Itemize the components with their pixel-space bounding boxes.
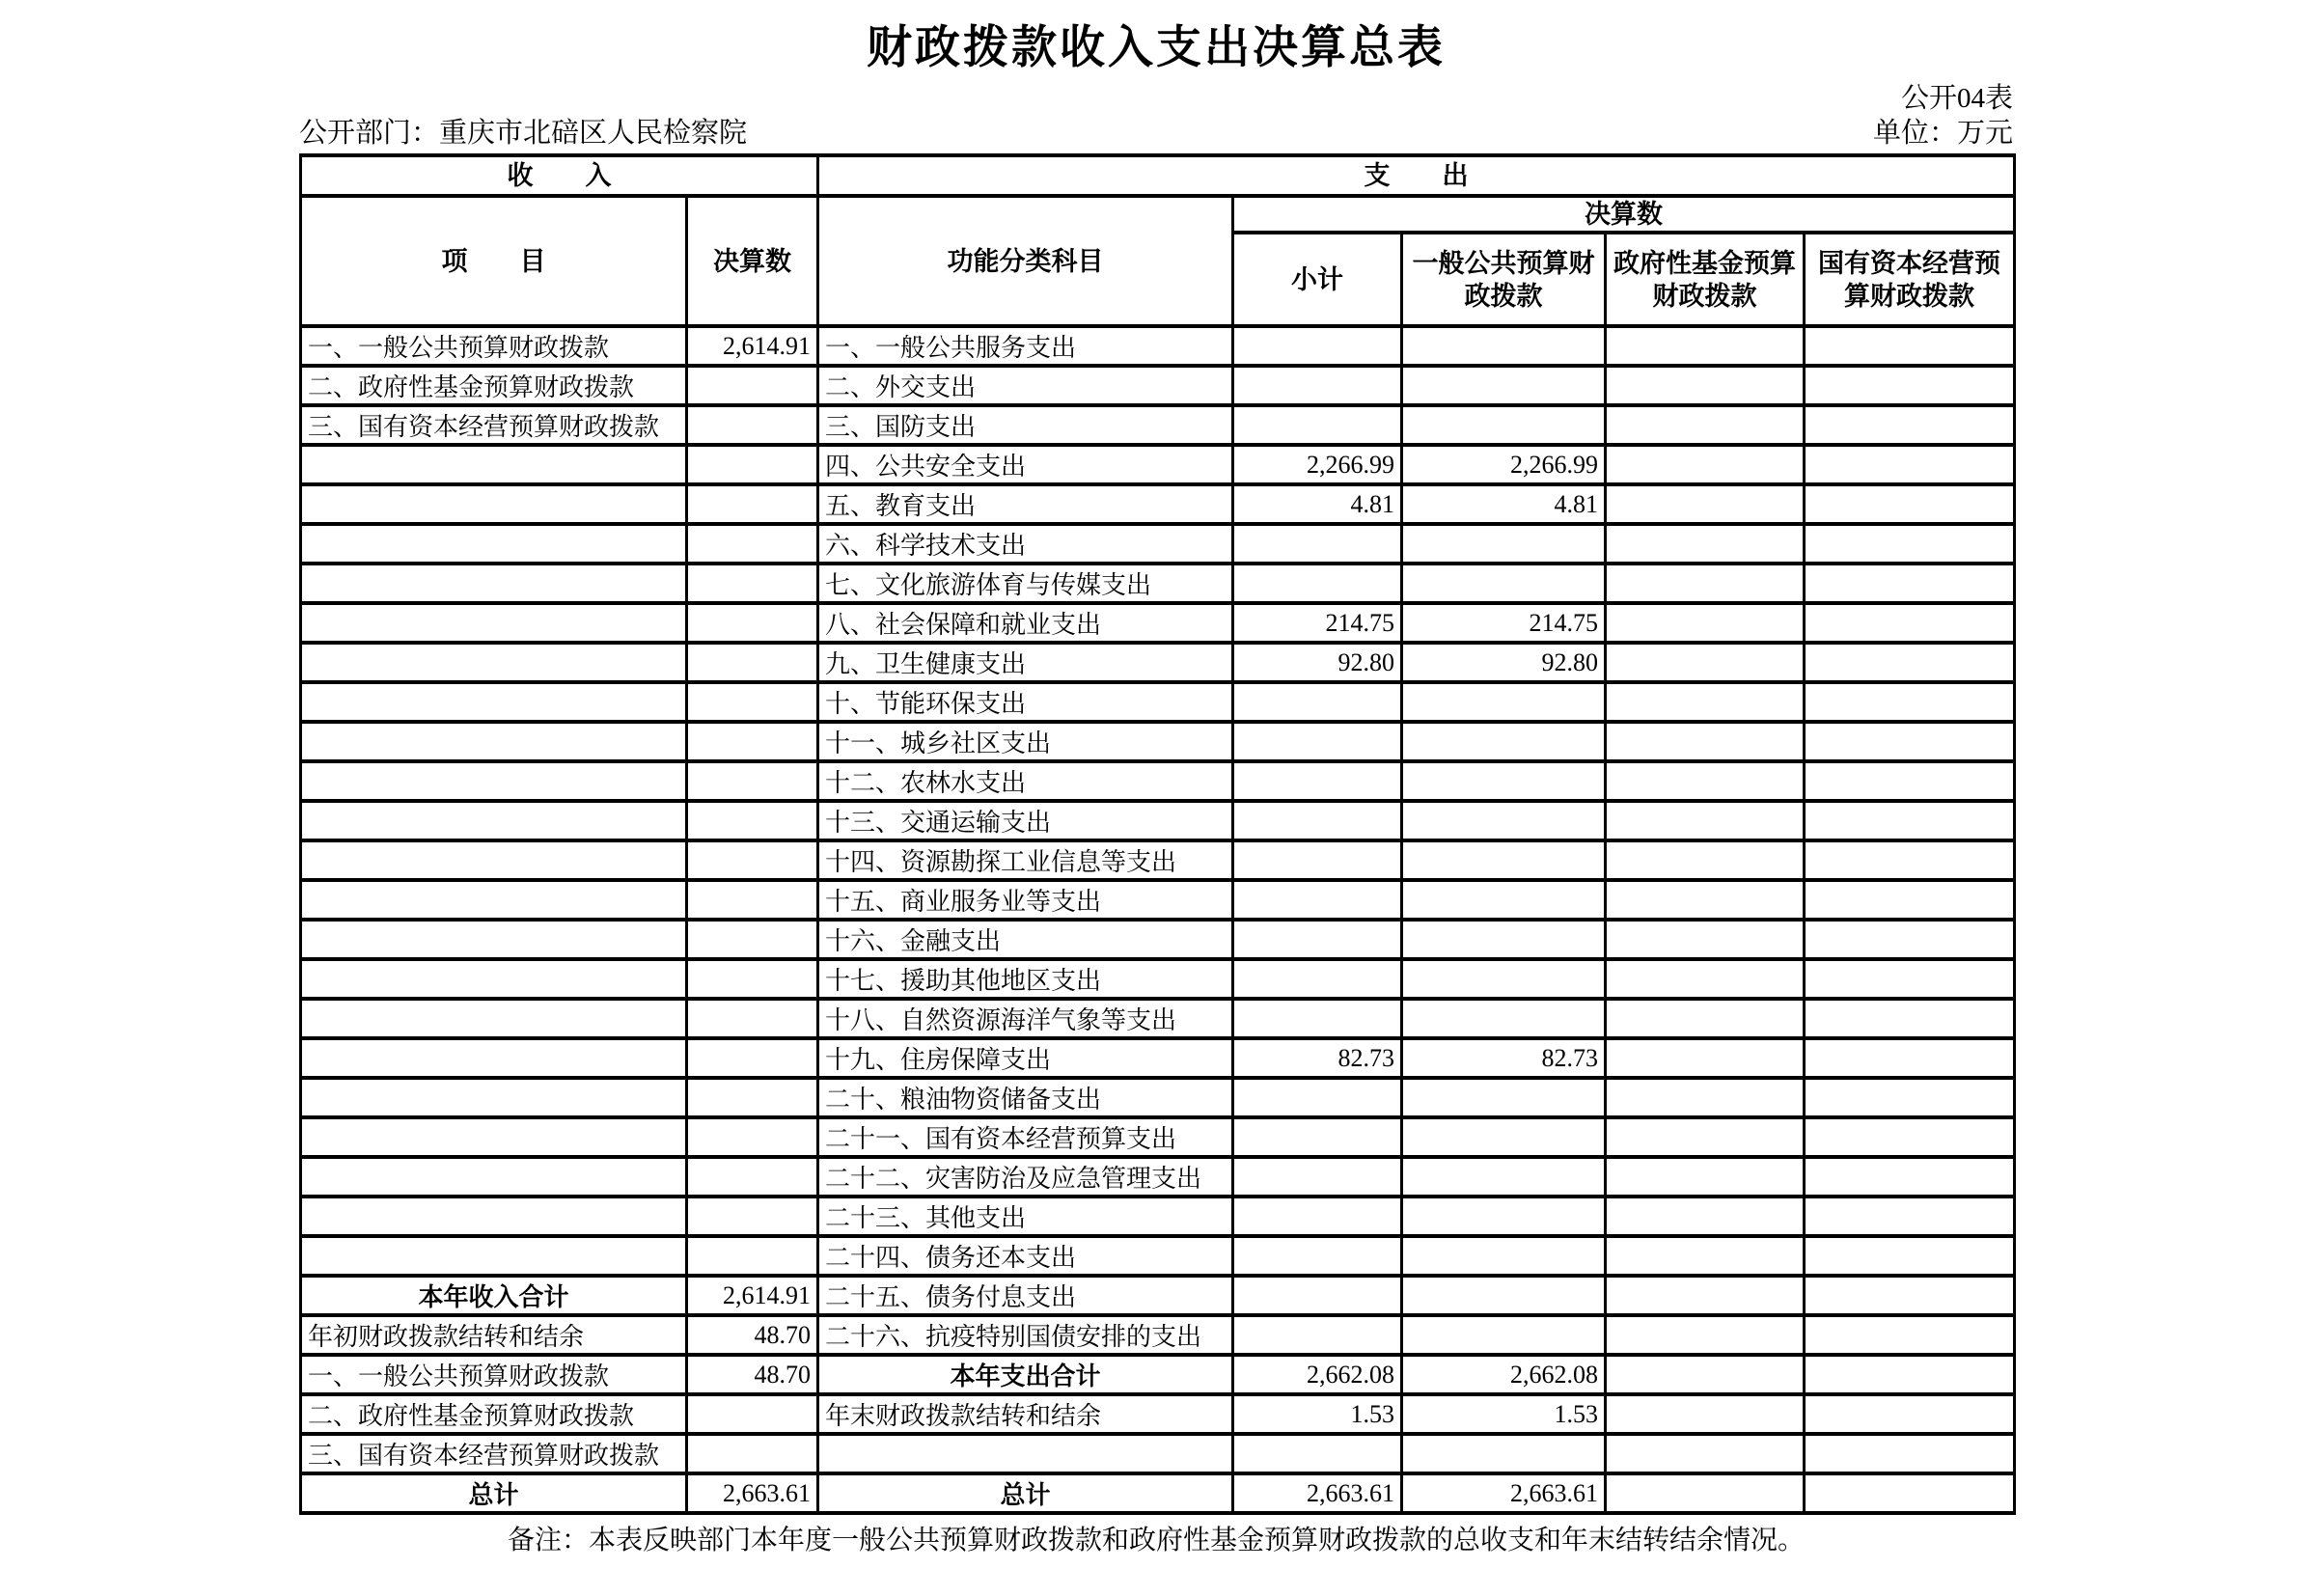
state-capital-column-header: 国有资本经营预算财政拨款 [1805,233,2015,326]
subtotal-cell [1233,1157,1402,1197]
income-item-cell: 三、国有资本经营预算财政拨款 [301,405,687,445]
state-capital-cell [1805,1355,2015,1394]
income-item-cell [301,959,687,999]
table-row [301,1394,2015,1434]
state-capital-cell [1805,1078,2015,1117]
general-budget-cell [1402,1315,1606,1355]
income-item-cell: 总计 [301,1473,687,1513]
general-budget-cell [1402,801,1606,840]
general-budget-cell [1402,524,1606,564]
expenditure-item-cell: 十、节能环保支出 [818,682,1233,722]
table-row [301,1473,2015,1513]
general-budget-cell [1402,366,1606,405]
income-item-cell [301,484,687,524]
income-item-cell [301,920,687,959]
subtotal-cell: 214.75 [1233,603,1402,643]
general-budget-cell: 2,266.99 [1402,445,1606,484]
subtotal-cell: 82.73 [1233,1038,1402,1078]
income-final-amount-header: 决算数 [687,196,818,326]
table-row [301,722,2015,761]
gov-fund-cell [1606,524,1805,564]
state-capital-cell [1805,1117,2015,1157]
table-row [301,366,2015,405]
gov-fund-column-header: 政府性基金预算财政拨款 [1606,233,1805,326]
item-column-header: 项 目 [301,196,687,326]
income-value-cell: 2,614.91 [687,1276,818,1315]
income-value-cell [687,801,818,840]
footnote: 备注：本表反映部门本年度一般公共预算财政拨款和政府性基金预算财政拨款的总收支和年末结转结余情况。 [507,1526,1805,1555]
table-row [301,682,2015,722]
subtotal-cell [1233,1276,1402,1315]
income-value-cell [687,603,818,643]
expenditure-item-cell: 十五、商业服务业等支出 [818,880,1233,920]
gov-fund-cell [1606,643,1805,682]
income-value-cell [687,1236,818,1276]
income-value-cell [687,405,818,445]
gov-fund-cell [1606,1315,1805,1355]
general-budget-cell [1402,722,1606,761]
gov-fund-cell [1606,603,1805,643]
subtotal-cell [1233,524,1402,564]
state-capital-cell [1805,524,2015,564]
gov-fund-cell [1606,722,1805,761]
state-capital-cell [1805,1394,2015,1434]
income-item-cell [301,564,687,603]
table-row [301,1038,2015,1078]
subtotal-cell: 2,663.61 [1233,1473,1402,1513]
income-value-cell: 48.70 [687,1315,818,1355]
income-value-cell [687,1434,818,1473]
table-row [301,1157,2015,1197]
income-value-cell [687,682,818,722]
gov-fund-cell [1606,1276,1805,1315]
income-value-cell [687,484,818,524]
expenditure-item-cell: 十九、住房保障支出 [818,1038,1233,1078]
expenditure-item-cell: 十六、金融支出 [818,920,1233,959]
state-capital-cell [1805,366,2015,405]
expenditure-item-cell: 四、公共安全支出 [818,445,1233,484]
general-budget-column-header: 一般公共预算财政拨款 [1402,233,1606,326]
general-budget-cell [1402,761,1606,801]
subtotal-cell [1233,1434,1402,1473]
income-value-cell: 2,614.91 [687,326,818,366]
income-item-cell [301,603,687,643]
expenditure-item-cell: 年末财政拨款结转和结余 [818,1394,1233,1434]
table-row [301,524,2015,564]
table-row [301,999,2015,1038]
state-capital-cell [1805,1315,2015,1355]
general-budget-cell: 4.81 [1402,484,1606,524]
table-row [301,761,2015,801]
income-value-cell [687,761,818,801]
income-item-cell [301,880,687,920]
gov-fund-cell [1606,564,1805,603]
general-budget-cell: 92.80 [1402,643,1606,682]
income-item-cell [301,682,687,722]
subtotal-cell [1233,1078,1402,1117]
gov-fund-cell [1606,445,1805,484]
state-capital-cell [1805,999,2015,1038]
income-item-cell [301,840,687,880]
general-budget-cell [1402,405,1606,445]
expenditure-item-cell: 二十五、债务付息支出 [818,1276,1233,1315]
state-capital-cell [1805,1276,2015,1315]
gov-fund-cell [1606,405,1805,445]
gov-fund-cell [1606,1473,1805,1513]
income-item-cell: 年初财政拨款结转和结余 [301,1315,687,1355]
general-budget-cell [1402,880,1606,920]
expenditure-final-amount-group-header: 决算数 [1233,196,2015,233]
table-row [301,1197,2015,1236]
gov-fund-cell [1606,761,1805,801]
expenditure-item-cell: 五、教育支出 [818,484,1233,524]
general-budget-cell [1402,1434,1606,1473]
state-capital-cell [1805,959,2015,999]
table-row [301,840,2015,880]
report-sheet [299,0,2013,1558]
expenditure-item-cell: 二十、粮油物资储备支出 [818,1078,1233,1117]
gov-fund-cell [1606,1236,1805,1276]
income-value-cell [687,959,818,999]
gov-fund-cell [1606,959,1805,999]
income-value-cell [687,840,818,880]
general-budget-cell: 214.75 [1402,603,1606,643]
table-row [301,326,2015,366]
subtotal-cell: 2,662.08 [1233,1355,1402,1394]
subtotal-cell [1233,1197,1402,1236]
subtotal-cell [1233,880,1402,920]
income-item-cell [301,1078,687,1117]
income-item-cell: 本年收入合计 [301,1276,687,1315]
expenditure-item-cell: 三、国防支出 [818,405,1233,445]
gov-fund-cell [1606,1197,1805,1236]
general-budget-cell [1402,1117,1606,1157]
subtotal-column-header: 小计 [1233,233,1402,326]
state-capital-cell [1805,1157,2015,1197]
general-budget-cell [1402,1276,1606,1315]
subtotal-cell [1233,959,1402,999]
income-value-cell [687,1394,818,1434]
general-budget-cell [1402,326,1606,366]
table-body [301,326,2015,1513]
table-row [301,1276,2015,1315]
gov-fund-cell [1606,999,1805,1038]
table-row [301,564,2015,603]
expenditure-item-cell: 二十一、国有资本经营预算支出 [818,1117,1233,1157]
state-capital-cell [1805,880,2015,920]
expenditure-item-cell: 十三、交通运输支出 [818,801,1233,840]
income-item-cell [301,999,687,1038]
expenditure-item-cell: 八、社会保障和就业支出 [818,603,1233,643]
subtotal-cell [1233,920,1402,959]
income-item-cell [301,1236,687,1276]
table-row [301,1434,2015,1473]
general-budget-cell [1402,682,1606,722]
table-row [301,405,2015,445]
income-item-cell [301,524,687,564]
income-item-cell [301,722,687,761]
section-header-row [301,155,2015,196]
table-row [301,959,2015,999]
state-capital-cell [1805,840,2015,880]
gov-fund-cell [1606,682,1805,722]
gov-fund-cell [1606,920,1805,959]
general-budget-cell [1402,1197,1606,1236]
page-title: 财政拨款收入支出决算总表 [867,23,1446,73]
expenditure-item-cell: 二十六、抗疫特别国债安排的支出 [818,1315,1233,1355]
subtotal-cell [1233,366,1402,405]
general-budget-cell [1402,1236,1606,1276]
income-value-cell [687,643,818,682]
income-value-cell: 2,663.61 [687,1473,818,1513]
expenditure-item-cell: 二、外交支出 [818,366,1233,405]
expenditure-item-cell: 六、科学技术支出 [818,524,1233,564]
expenditure-item-cell: 二十四、债务还本支出 [818,1236,1233,1276]
income-value-cell [687,999,818,1038]
state-capital-cell [1805,1236,2015,1276]
income-item-cell [301,643,687,682]
income-item-cell: 一、一般公共预算财政拨款 [301,326,687,366]
table-row [301,603,2015,643]
state-capital-cell [1805,564,2015,603]
subtotal-cell [1233,405,1402,445]
gov-fund-cell [1606,1038,1805,1078]
state-capital-cell [1805,761,2015,801]
gov-fund-cell [1606,1157,1805,1197]
expenditure-item-cell: 十二、农林水支出 [818,761,1233,801]
income-item-cell: 二、政府性基金预算财政拨款 [301,366,687,405]
gov-fund-cell [1606,1355,1805,1394]
expenditure-item-cell: 一、一般公共服务支出 [818,326,1233,366]
income-value-cell [687,880,818,920]
expenditure-item-cell: 十一、城乡社区支出 [818,722,1233,761]
table-row [301,643,2015,682]
final-accounts-table [299,153,2016,1515]
table-row [301,880,2015,920]
sheet-number: 公开04表 [1900,83,2013,114]
general-budget-cell [1402,959,1606,999]
income-value-cell [687,1197,818,1236]
state-capital-cell [1805,603,2015,643]
expenditure-item-cell [818,1434,1233,1473]
general-budget-cell: 82.73 [1402,1038,1606,1078]
gov-fund-cell [1606,840,1805,880]
subtotal-cell [1233,326,1402,366]
general-budget-cell [1402,1078,1606,1117]
gov-fund-cell [1606,1078,1805,1117]
state-capital-cell [1805,1434,2015,1473]
income-value-cell [687,920,818,959]
table-row [301,1315,2015,1355]
general-budget-cell [1402,1157,1606,1197]
general-budget-cell: 2,663.61 [1402,1473,1606,1513]
state-capital-cell [1805,801,2015,840]
state-capital-cell [1805,682,2015,722]
gov-fund-cell [1606,801,1805,840]
expenditure-item-cell: 总计 [818,1473,1233,1513]
income-item-cell: 三、国有资本经营预算财政拨款 [301,1434,687,1473]
expenditure-item-cell: 九、卫生健康支出 [818,643,1233,682]
income-item-cell [301,445,687,484]
income-item-cell: 一、一般公共预算财政拨款 [301,1355,687,1394]
state-capital-cell [1805,1197,2015,1236]
general-budget-cell: 2,662.08 [1402,1355,1606,1394]
income-item-cell [301,1197,687,1236]
subtotal-cell [1233,564,1402,603]
income-value-cell [687,1157,818,1197]
income-value-cell [687,366,818,405]
expenditure-item-cell: 七、文化旅游体育与传媒支出 [818,564,1233,603]
income-item-cell: 二、政府性基金预算财政拨款 [301,1394,687,1434]
income-value-cell: 48.70 [687,1355,818,1394]
gov-fund-cell [1606,1434,1805,1473]
general-budget-cell [1402,920,1606,959]
subtotal-cell: 1.53 [1233,1394,1402,1434]
subtotal-cell [1233,1117,1402,1157]
general-budget-cell [1402,564,1606,603]
income-item-cell [301,1117,687,1157]
subtotal-cell [1233,682,1402,722]
income-value-cell [687,445,818,484]
department-label: 公开部门：重庆市北碚区人民检察院 [299,118,748,149]
state-capital-cell [1805,405,2015,445]
income-value-cell [687,564,818,603]
expenditure-item-cell: 十八、自然资源海洋气象等支出 [818,999,1233,1038]
income-item-cell [301,801,687,840]
income-value-cell [687,722,818,761]
income-value-cell [687,524,818,564]
subtotal-cell: 2,266.99 [1233,445,1402,484]
gov-fund-cell [1606,484,1805,524]
income-value-cell [687,1038,818,1078]
subtotal-cell [1233,801,1402,840]
gov-fund-cell [1606,1117,1805,1157]
income-section-header: 收 入 [301,155,818,196]
income-value-cell [687,1117,818,1157]
state-capital-cell [1805,484,2015,524]
column-header-row-1 [301,196,2015,233]
subtotal-cell [1233,722,1402,761]
income-item-cell [301,761,687,801]
general-budget-cell [1402,840,1606,880]
state-capital-cell [1805,1473,2015,1513]
subtotal-cell [1233,1315,1402,1355]
income-value-cell [687,1078,818,1117]
table-row [301,1117,2015,1157]
state-capital-cell [1805,326,2015,366]
expenditure-item-cell: 二十三、其他支出 [818,1197,1233,1236]
table-row [301,1078,2015,1117]
subtotal-cell [1233,999,1402,1038]
income-item-cell [301,1157,687,1197]
expenditure-item-cell: 本年支出合计 [818,1355,1233,1394]
subtotal-cell [1233,761,1402,801]
state-capital-cell [1805,1038,2015,1078]
functional-subject-header: 功能分类科目 [818,196,1233,326]
table-row [301,920,2015,959]
unit-label: 单位：万元 [1872,118,2013,149]
state-capital-cell [1805,920,2015,959]
expenditure-item-cell: 二十二、灾害防治及应急管理支出 [818,1157,1233,1197]
table-row [301,1236,2015,1276]
meta-row [299,116,2013,151]
state-capital-cell [1805,722,2015,761]
table-row [301,1355,2015,1394]
table-row [301,484,2015,524]
subtotal-cell [1233,840,1402,880]
table-row [301,445,2015,484]
income-item-cell [301,1038,687,1078]
gov-fund-cell [1606,1394,1805,1434]
gov-fund-cell [1606,366,1805,405]
subtotal-cell: 92.80 [1233,643,1402,682]
table-row [301,801,2015,840]
state-capital-cell [1805,445,2015,484]
general-budget-cell [1402,999,1606,1038]
general-budget-cell: 1.53 [1402,1394,1606,1434]
gov-fund-cell [1606,326,1805,366]
expenditure-item-cell: 十四、资源勘探工业信息等支出 [818,840,1233,880]
expenditure-section-header: 支 出 [818,155,2015,196]
subtotal-cell [1233,1236,1402,1276]
subtotal-cell: 4.81 [1233,484,1402,524]
gov-fund-cell [1606,880,1805,920]
state-capital-cell [1805,643,2015,682]
expenditure-item-cell: 十七、援助其他地区支出 [818,959,1233,999]
